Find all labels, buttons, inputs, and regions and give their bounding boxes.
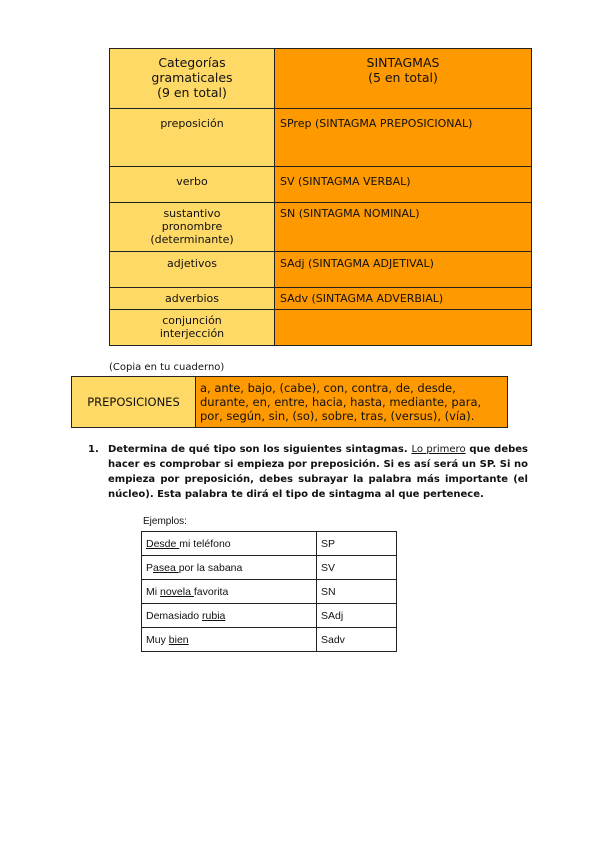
prepositions-table — [71, 376, 508, 428]
example-nucleus: rubia — [202, 609, 226, 622]
category-row — [110, 288, 532, 310]
exercise-underlined-text: Lo primero — [411, 444, 466, 455]
header-left-line: gramaticales — [151, 70, 233, 85]
category-row — [110, 310, 532, 346]
sintagma-label: SN (SINTAGMA NOMINAL) — [280, 207, 420, 220]
header-sintagmas — [275, 49, 532, 109]
sintagma-label — [280, 310, 531, 318]
example-nucleus: bien — [168, 633, 189, 646]
example-nucleus: asea — [153, 561, 179, 574]
example-row — [142, 628, 397, 652]
exercise-text-part: que debes hacer es comprobar si empieza por preposición. Si es así será un SP. Si no empieza por preposición, debes subrayar la palabra más importante (el núcleo). Esta palabra te dirá el tipo de sintagma al que pertenece. — [108, 444, 528, 500]
exercise-text — [108, 442, 528, 502]
category-label: sustantivo — [163, 207, 221, 220]
example-row — [142, 556, 397, 580]
sintagma-label: SAdv (SINTAGMA ADVERBIAL) — [280, 292, 444, 305]
category-cell — [110, 167, 275, 203]
sintagma-cell — [275, 288, 532, 310]
category-label: verbo — [176, 175, 208, 188]
example-row — [142, 532, 397, 556]
category-label: conjunción — [162, 314, 222, 327]
categories-table — [109, 48, 532, 346]
prepositions-line: a, ante, bajo, (cabe), con, contra, de, desde, — [200, 381, 456, 395]
prepositions-line: durante, en, entre, hacia, hasta, mediante, para, — [200, 395, 482, 409]
example-type: SV — [317, 556, 397, 580]
example-type: SP — [317, 532, 397, 556]
example-phrase: Muy bien — [142, 628, 317, 652]
category-row — [110, 203, 532, 252]
examples-label: Ejemplos: — [143, 516, 187, 527]
sintagma-cell — [275, 203, 532, 252]
exercise-instructions — [88, 442, 528, 502]
exercise-number: 1. — [88, 444, 99, 455]
header-left-line: Categorías — [158, 55, 226, 70]
category-cell — [110, 310, 275, 346]
sintagma-cell — [275, 167, 532, 203]
example-phrase: Desde mi teléfono — [142, 532, 317, 556]
examples-table — [141, 531, 397, 652]
example-type: SAdj — [317, 604, 397, 628]
category-row — [110, 167, 532, 203]
example-nucleus: Desde — [146, 537, 180, 550]
exercise-text-part: Determina de qué tipo son los siguientes sintagmas. — [108, 444, 412, 455]
prepositions-label: PREPOSICIONES — [72, 377, 196, 428]
category-label: (determinante) — [150, 233, 234, 246]
category-label: interjección — [159, 327, 225, 340]
prepositions-line: por, según, sin, (so), sobre, tras, (versus), (vía). — [200, 409, 475, 423]
header-right-line: (5 en total) — [368, 70, 438, 85]
category-label: preposición — [160, 117, 224, 130]
category-cell — [110, 252, 275, 288]
prepositions-list — [196, 377, 508, 428]
header-right-line: SINTAGMAS — [366, 55, 440, 70]
example-phrase: Pasea por la sabana — [142, 556, 317, 580]
categories-header-row — [110, 49, 532, 109]
example-phrase: Demasiado rubia — [142, 604, 317, 628]
sintagma-cell — [275, 109, 532, 167]
category-cell — [110, 203, 275, 252]
category-cell — [110, 288, 275, 310]
category-label: adverbios — [164, 292, 220, 305]
example-type: Sadv — [317, 628, 397, 652]
example-nucleus: novela — [160, 585, 194, 598]
sintagma-label: SPrep (SINTAGMA PREPOSICIONAL) — [280, 117, 473, 130]
copy-note: (Copia en tu cuaderno) — [109, 362, 225, 373]
example-phrase: Mi novela favorita — [142, 580, 317, 604]
example-row — [142, 580, 397, 604]
category-label: pronombre — [161, 220, 223, 233]
sintagma-label: SAdj (SINTAGMA ADJETIVAL) — [280, 257, 434, 270]
category-row — [110, 252, 532, 288]
sintagma-label: SV (SINTAGMA VERBAL) — [280, 175, 411, 188]
example-type: SN — [317, 580, 397, 604]
category-row — [110, 109, 532, 167]
category-label: adjetivos — [167, 257, 217, 270]
example-row — [142, 604, 397, 628]
sintagma-cell — [275, 310, 532, 346]
header-categorias — [110, 49, 275, 109]
sintagma-cell — [275, 252, 532, 288]
category-cell — [110, 109, 275, 167]
header-left-line: (9 en total) — [157, 85, 227, 100]
